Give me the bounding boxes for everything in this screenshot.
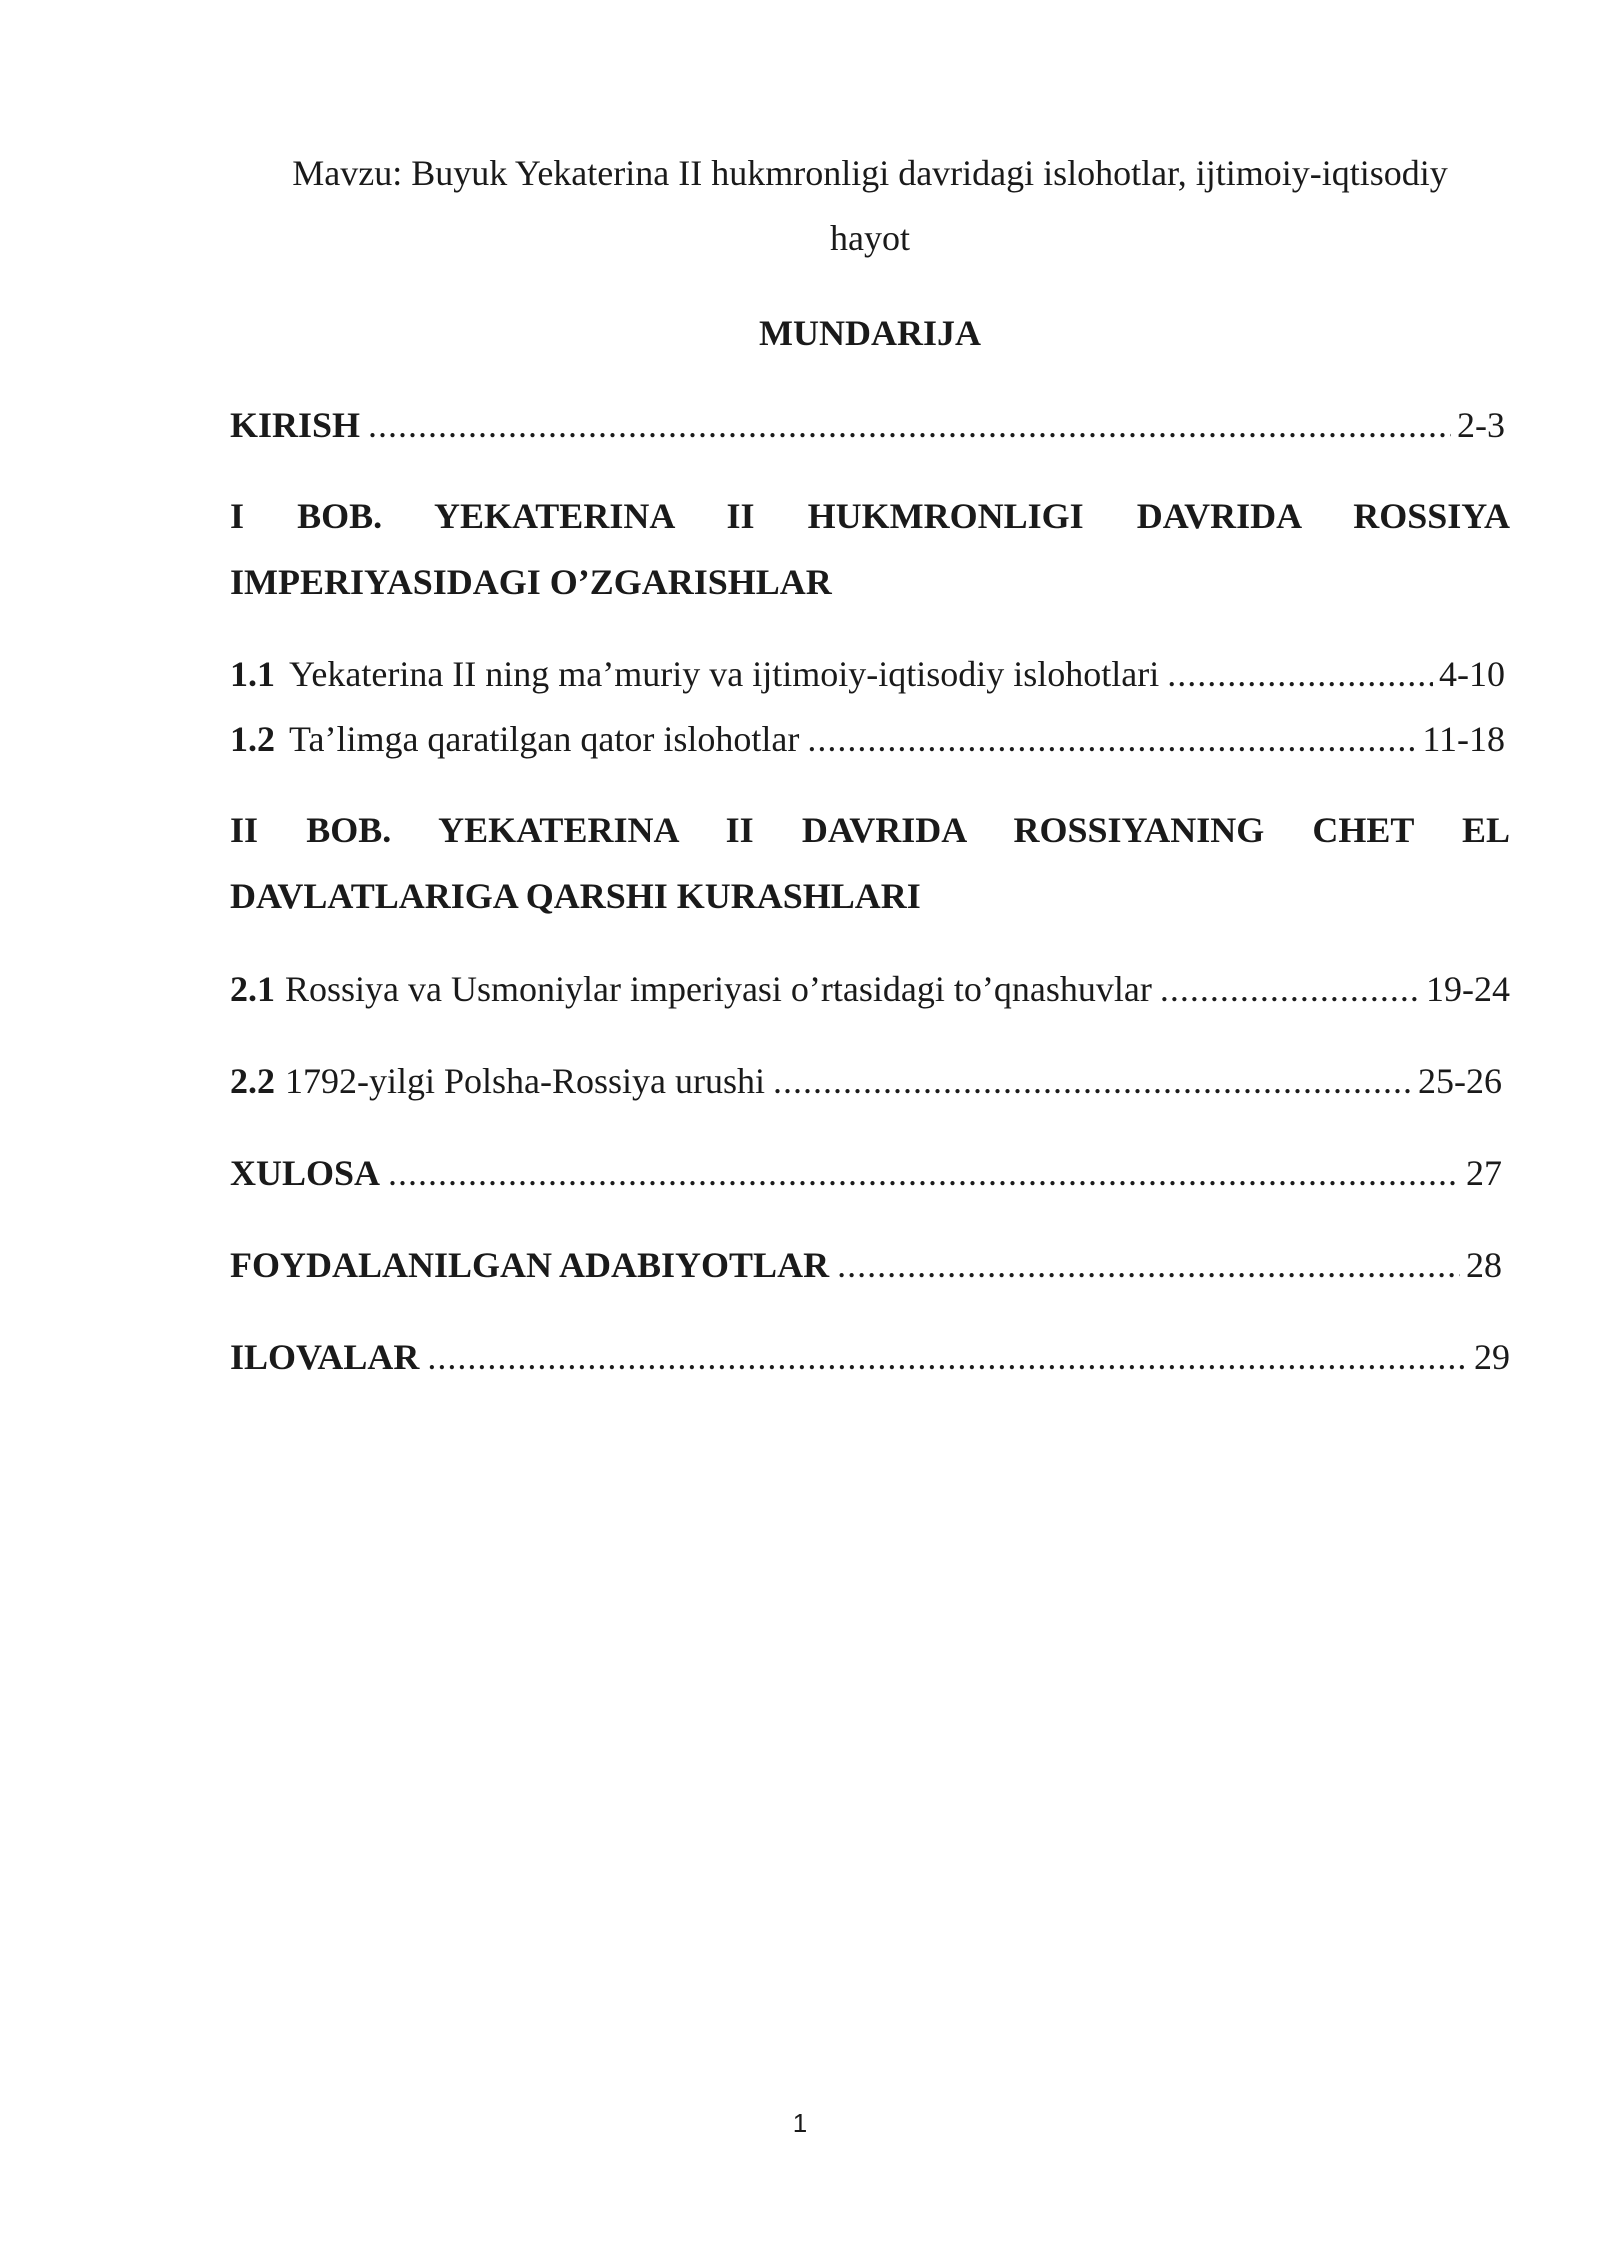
toc-entry-pages: 27 [1466,1153,1502,1193]
toc-entry-section-1-2[interactable] [230,716,1505,762]
chapter-title-line-2: DAVLATLARIGA QARSHI KURASHLARI [230,876,921,916]
toc-entry-pages: 28 [1466,1245,1502,1285]
toc-entry-label: Rossiya va Usmoniylar imperiyasi o’rtasidagi to’qnashuvlar [285,969,1152,1009]
toc-entry-label: FOYDALANILGAN ADABIYOTLAR [230,1245,830,1285]
document-title-line-2: hayot [830,218,910,258]
section-number: 1.2 [230,719,275,759]
section-number: 2.2 [230,1061,275,1101]
toc-entry-references[interactable] [230,1242,1502,1288]
toc-entry-pages: 25-26 [1418,1061,1502,1101]
toc-chapter-2[interactable] [230,797,1510,929]
toc-entry-appendices[interactable] [230,1334,1510,1380]
toc-entry-pages: 2-3 [1457,405,1505,445]
chapter-title-line-1: I BOB. YEKATERINA II HUKMRONLIGI DAVRIDA ROSSIYA [230,496,1510,536]
toc-entry-label: XULOSA [230,1153,381,1193]
chapter-title-line-1: II BOB. YEKATERINA II DAVRIDA ROSSIYANING CHET EL [230,810,1510,850]
toc-entry-label: KIRISH [230,405,361,445]
toc-entry-pages: 29 [1474,1337,1510,1377]
toc-entry-label: 1792-yilgi Polsha-Rossiya urushi [285,1061,766,1101]
toc-entry-conclusion[interactable] [230,1150,1502,1196]
toc-entry-pages: 4-10 [1439,654,1505,694]
toc-entry-pages: 11-18 [1422,719,1505,759]
toc-entry-pages: 19-24 [1426,969,1510,1009]
toc-entry-label: ILOVALAR [230,1337,420,1377]
toc-entry-section-2-2[interactable] [230,1058,1502,1104]
toc-entry-label: Ta’limga qaratilgan qator islohotlar [289,719,800,759]
toc-leader-dots [368,402,1451,448]
chapter-title-line-2: IMPERIYASIDAGI O’ZGARISHLAR [230,562,832,602]
toc-entry-intro[interactable] [230,402,1505,448]
section-number: 2.1 [230,969,275,1009]
toc-entry-section-2-1[interactable] [230,966,1510,1012]
document-title-line-1: Mavzu: Buyuk Yekaterina II hukmronligi davridagi islohotlar, ijtimoiy-iqtisodiy [292,153,1448,193]
contents-heading: MUNDARIJA [759,313,981,353]
page-number: 1 [792,2108,808,2138]
toc-leader-dots [388,1150,1460,1196]
toc-leader-dots [1167,651,1433,697]
toc-leader-dots [427,1334,1468,1380]
toc-entry-label: Yekaterina II ning ma’muriy va ijtimoiy-iqtisodiy islohotlari [289,654,1160,694]
toc-leader-dots [1160,966,1420,1012]
toc-entry-section-1-1[interactable] [230,651,1505,697]
toc-chapter-1[interactable] [230,483,1510,615]
section-number: 1.1 [230,654,275,694]
toc-leader-dots [807,716,1416,762]
toc-leader-dots [837,1242,1460,1288]
toc-leader-dots [773,1058,1412,1104]
